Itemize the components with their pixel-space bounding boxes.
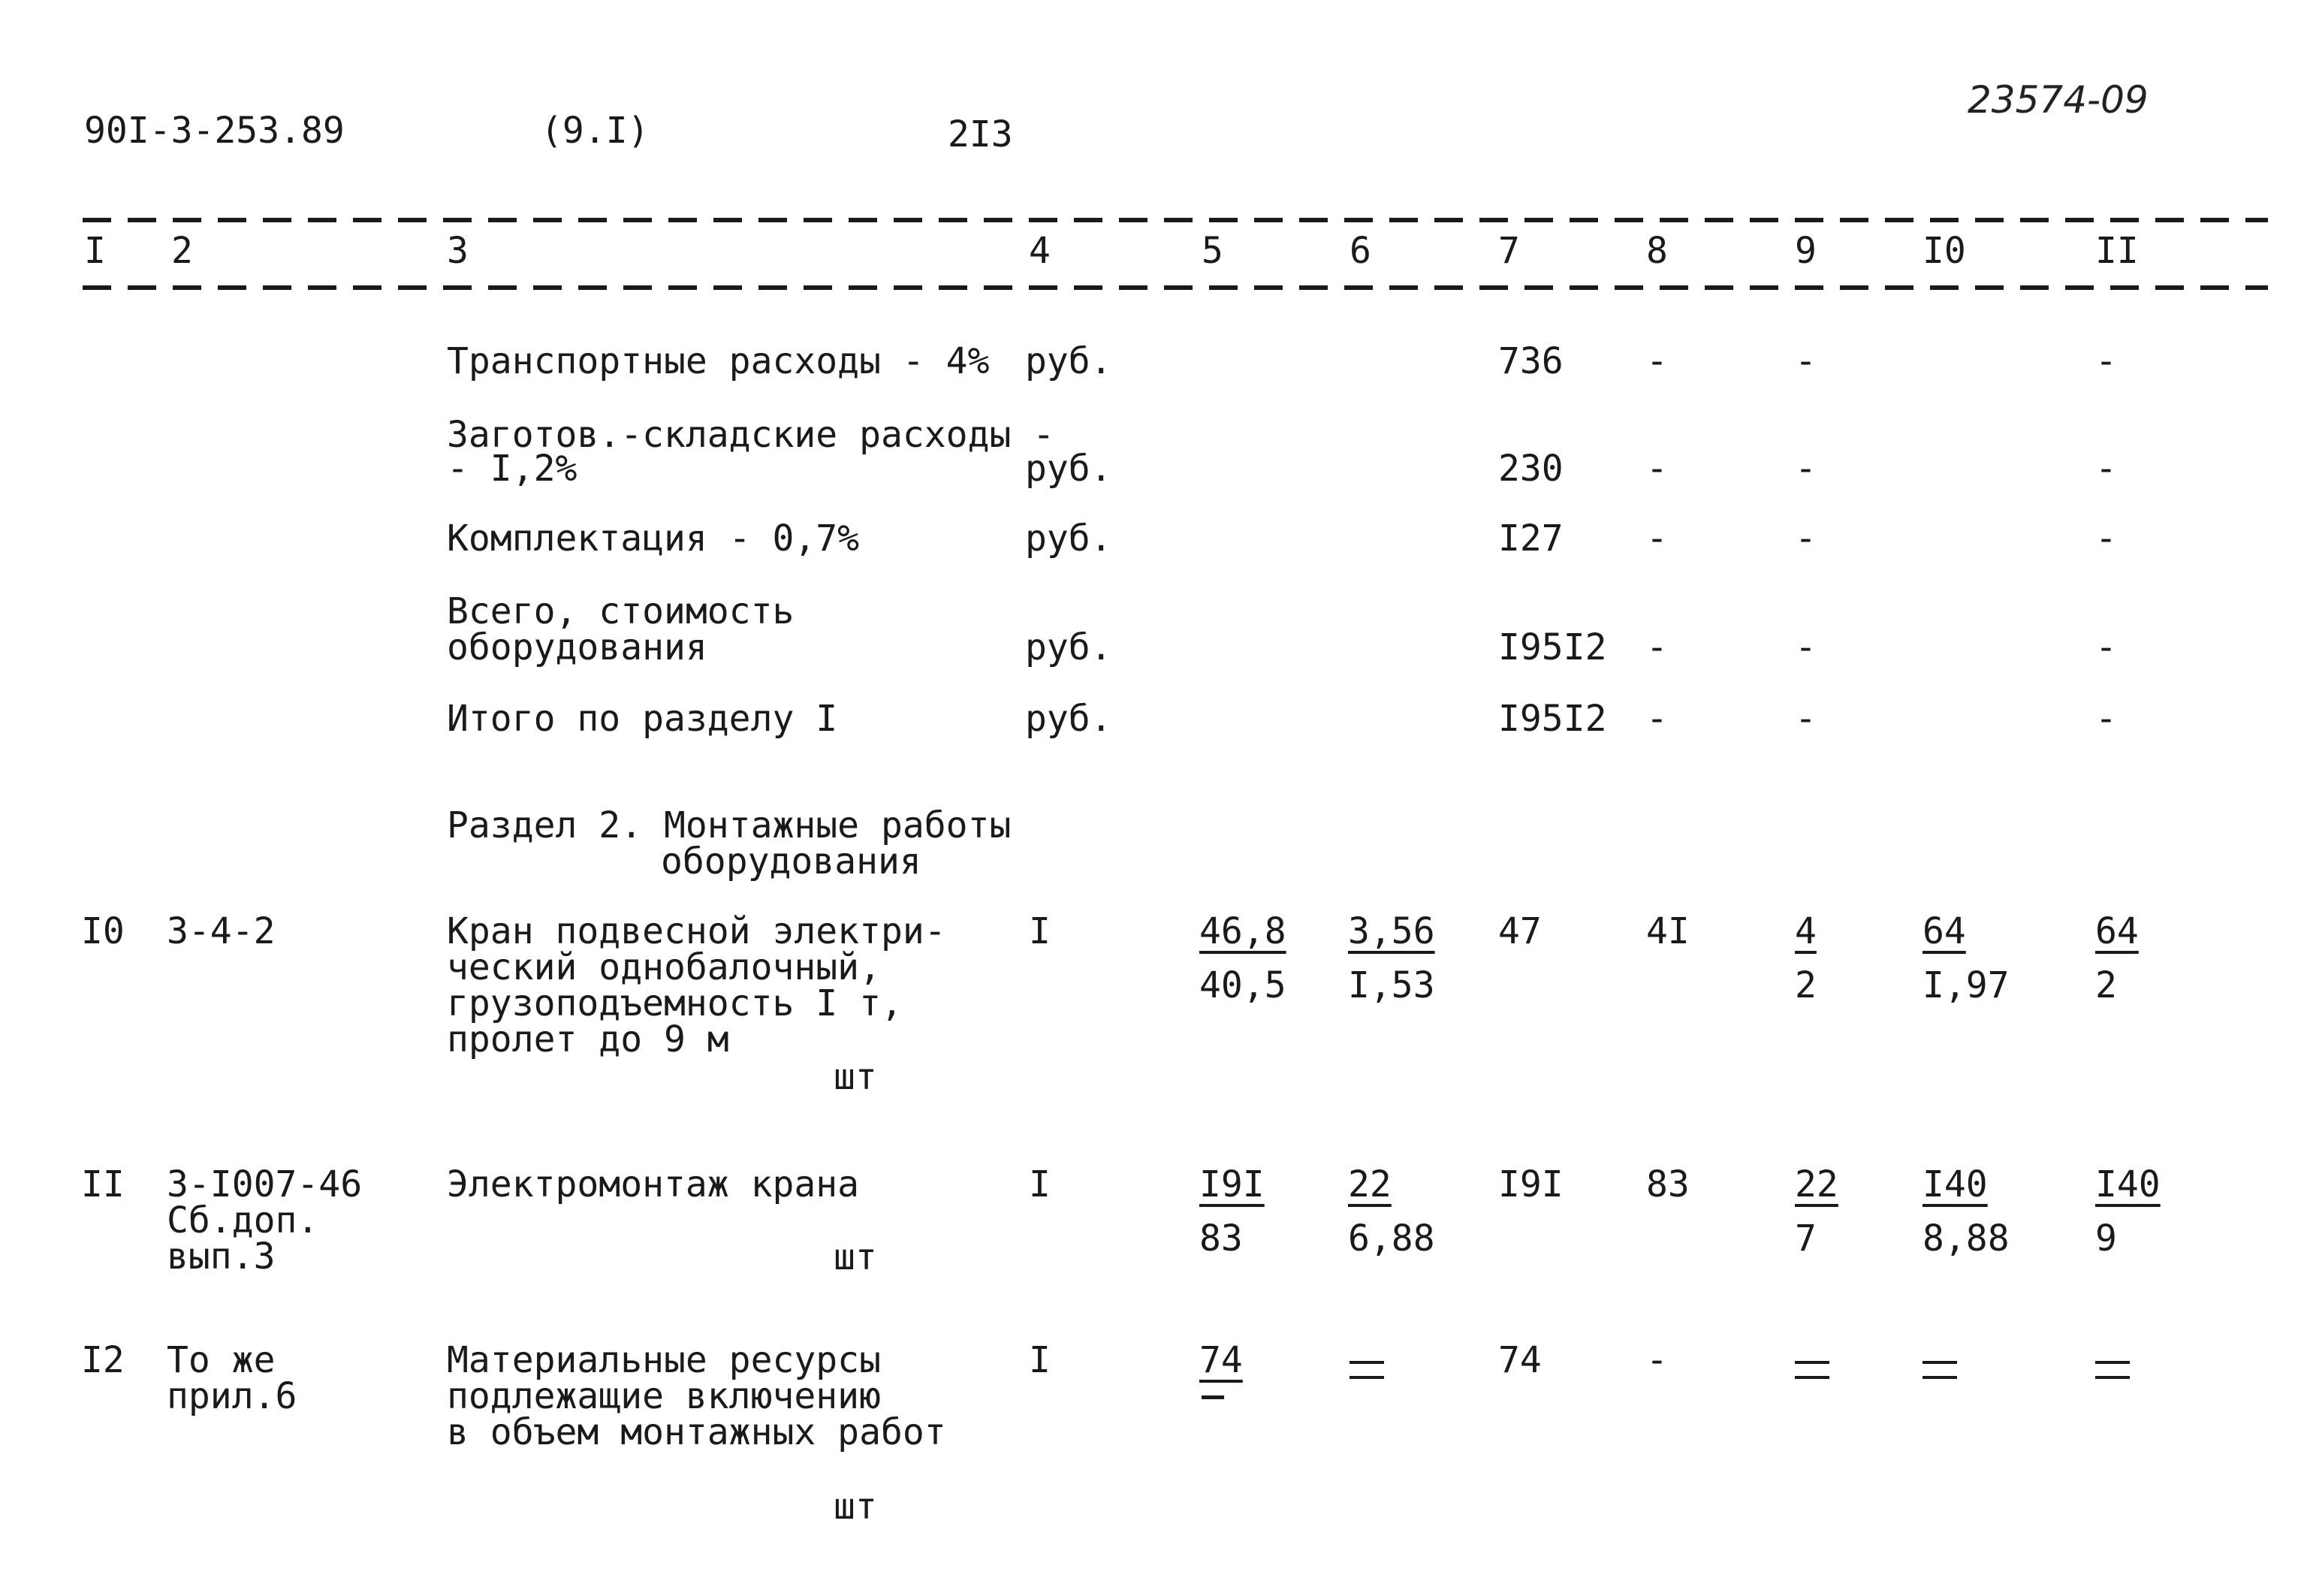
col11-bottom-value: 2: [2095, 964, 2117, 1006]
item-quantity: I: [1029, 910, 1051, 952]
row-col9: -: [1795, 517, 1817, 560]
row-unit: руб.: [1025, 517, 1112, 560]
row-col8: -: [1646, 340, 1668, 382]
row-col7: I95I2: [1498, 626, 1607, 668]
item-code: 3-I007-46 Сб.доп. вып.3: [167, 1163, 363, 1278]
col8-value: 4I: [1646, 910, 1690, 952]
row-col11: -: [2095, 448, 2117, 490]
col8-value: -: [1646, 1339, 1668, 1381]
col11-top-value: I40: [2095, 1163, 2161, 1205]
item-number: I2: [81, 1339, 125, 1381]
col9-top-value: 22: [1795, 1163, 1838, 1205]
col5-bottom-value: 83: [1199, 1217, 1243, 1260]
row-name-line-1: Всего, стоимость: [447, 590, 795, 632]
row-col8: -: [1646, 517, 1668, 560]
row-col7: 736: [1498, 340, 1564, 382]
item-code: То же прил.6: [167, 1339, 297, 1417]
col6-bottom-value: 6,88: [1348, 1217, 1435, 1260]
col6-top-value: 3,56: [1348, 910, 1435, 952]
archive-stamp-number: 23574-09: [1968, 78, 2149, 122]
column-header-6: 6: [1350, 230, 1371, 272]
column-header-2: 2: [171, 230, 193, 272]
column-header-7: 7: [1498, 230, 1520, 272]
col10-bottom-value: I,97: [1922, 964, 2010, 1006]
row-col11: -: [2095, 340, 2117, 382]
row-unit: руб.: [1025, 698, 1112, 740]
row-name: Транспортные расходы - 4%: [447, 340, 990, 382]
item-name: Кран подвесной электри- ческий однобалочный, грузоподъемность I т, пролет до 9 м: [447, 910, 946, 1060]
row-col11: -: [2095, 626, 2117, 668]
col11-double-dash: [2095, 1361, 2130, 1380]
col7-value: I9I: [1498, 1163, 1564, 1205]
col9-bottom-value: 2: [1795, 964, 1817, 1006]
item-number: II: [81, 1163, 125, 1205]
column-header-10: I0: [1922, 230, 1966, 272]
row-col9: -: [1795, 626, 1817, 668]
row-col9: -: [1795, 340, 1817, 382]
row-name-line-2: - I,2%: [447, 448, 578, 490]
col10-bottom-value: 8,88: [1922, 1217, 2010, 1260]
item-unit-label: шт: [834, 1056, 877, 1098]
column-header-11: II: [2095, 230, 2139, 272]
col5-top-value: 74: [1199, 1339, 1243, 1381]
column-header-8: 8: [1646, 230, 1668, 272]
row-col8: -: [1646, 626, 1668, 668]
row-name: Комплектация - 0,7%: [447, 517, 860, 560]
col9-top-value: 4: [1795, 910, 1817, 952]
col5-top-value: 46,8: [1199, 910, 1286, 952]
item-name: Электромонтаж крана: [447, 1163, 860, 1205]
section-heading-line-1: Раздел 2. Монтажные работы: [447, 804, 1012, 846]
col11-bottom-value: 9: [2095, 1217, 2117, 1260]
item-quantity: I: [1029, 1163, 1051, 1205]
document-code: 90I-3-253.89: [84, 110, 345, 152]
col9-bottom-value: 7: [1795, 1217, 1817, 1260]
item-code: 3-4-2: [167, 910, 276, 952]
col5-bottom-dash: [1202, 1395, 1224, 1399]
header-bottom-rule: [83, 285, 2268, 290]
row-unit: руб.: [1025, 448, 1112, 490]
column-header-4: 4: [1029, 230, 1051, 272]
column-header-5: 5: [1202, 230, 1223, 272]
col5-bottom-value: 40,5: [1199, 964, 1286, 1006]
row-col7: 230: [1498, 448, 1564, 490]
item-number: I0: [81, 910, 125, 952]
item-quantity: I: [1029, 1339, 1051, 1381]
item-unit-label: шт: [834, 1486, 877, 1528]
col10-top-value: I40: [1922, 1163, 1988, 1205]
section-number: (9.I): [541, 110, 650, 152]
header-top-rule: [83, 218, 2268, 222]
col9-double-dash: [1795, 1361, 1829, 1380]
row-col11: -: [2095, 698, 2117, 740]
row-col9: -: [1795, 448, 1817, 490]
row-unit: руб.: [1025, 340, 1112, 382]
row-col9: -: [1795, 698, 1817, 740]
col7-value: 47: [1498, 910, 1542, 952]
column-header-1: I: [84, 230, 106, 272]
col6-top-value: 22: [1348, 1163, 1392, 1205]
col6-bottom-value: I,53: [1348, 964, 1435, 1006]
col10-top-value: 64: [1922, 910, 1966, 952]
row-col8: -: [1646, 698, 1668, 740]
row-name-line-2: оборудования: [447, 626, 707, 668]
row-col7: I95I2: [1498, 698, 1607, 740]
col6-double-dash: [1350, 1361, 1384, 1380]
page-number: 2I3: [948, 113, 1013, 155]
col8-value: 83: [1646, 1163, 1690, 1205]
col7-value: 74: [1498, 1339, 1542, 1381]
row-col8: -: [1646, 448, 1668, 490]
row-unit: руб.: [1025, 626, 1112, 668]
item-unit-label: шт: [834, 1236, 877, 1278]
row-col11: -: [2095, 517, 2117, 560]
col5-top-value: I9I: [1199, 1163, 1265, 1205]
item-name: Материальные ресурсы подлежащие включению в объем монтажных работ: [447, 1339, 946, 1453]
column-header-9: 9: [1795, 230, 1817, 272]
row-name-line-1: Заготов.-складские расходы -: [447, 414, 1055, 456]
col11-top-value: 64: [2095, 910, 2139, 952]
row-col7: I27: [1498, 517, 1564, 560]
column-header-3: 3: [447, 230, 469, 272]
section-heading-line-2: оборудования: [661, 840, 921, 882]
row-name: Итого по разделу I: [447, 698, 838, 740]
col10-double-dash: [1922, 1361, 1957, 1380]
